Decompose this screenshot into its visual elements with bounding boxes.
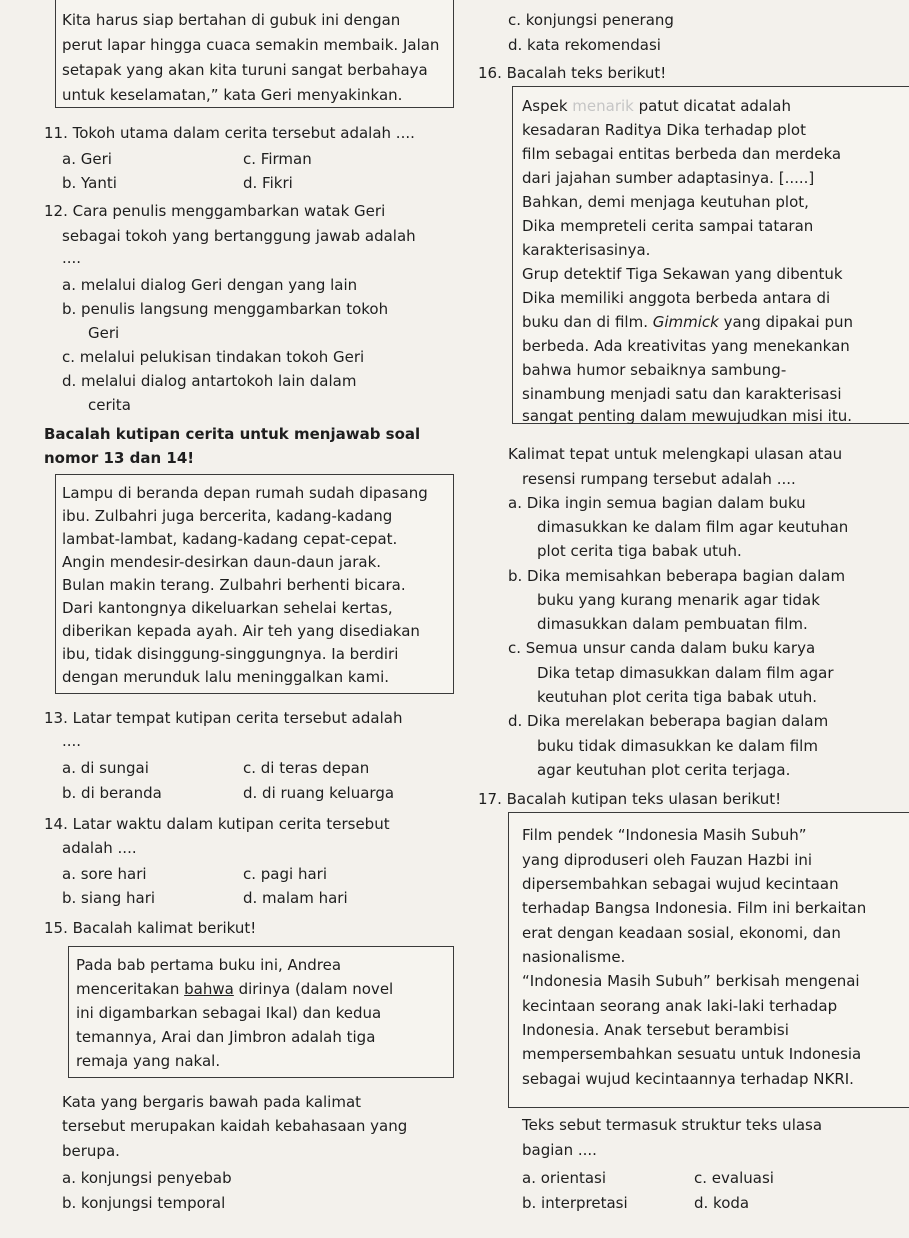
q17-review-line: yang diproduseri oleh Fauzan Hazbi ini (522, 851, 813, 869)
q15-sentence-line: Pada bab pertama buku ini, Andrea (76, 956, 342, 974)
q16-review-line: Grup detektif Tiga Sekawan yang dibentuk (522, 265, 843, 283)
q16-option-d[interactable]: d. Dika merelakan beberapa bagian dalam (508, 712, 829, 730)
instruction-heading: nomor 13 dan 14! (44, 449, 195, 467)
q12-option-d[interactable]: cerita (88, 396, 131, 414)
q17-review-line: kecintaan seorang anak laki-laki terhadap (522, 997, 838, 1015)
q13-stem: .... (62, 732, 82, 750)
q16-option-c[interactable]: c. Semua unsur canda dalam buku karya (508, 639, 816, 657)
q16-text: yang dipakai pun (718, 313, 853, 331)
q16-text: Aspek (522, 97, 568, 115)
story-line: dengan merunduk lalu meninggalkan kami. (62, 668, 390, 686)
q16-review-line: dari jajahan sumber adaptasinya. [.....] (522, 169, 815, 187)
q16-stem: 16. Bacalah teks berikut! (478, 64, 667, 82)
q16-option-a[interactable]: dimasukkan ke dalam film agar keutuhan (537, 518, 849, 536)
q17-review-line: nasionalisme. (522, 948, 626, 966)
q14-option-b[interactable]: b. siang hari (62, 889, 156, 907)
q17-review-line: sebagai wujud kecintaannya terhadap NKRI. (522, 1070, 854, 1088)
q17-option-d[interactable]: d. koda (694, 1194, 750, 1212)
q16-review-line (522, 96, 791, 116)
q17-review-line: “Indonesia Masih Subuh” berkisah mengenai (522, 972, 860, 990)
q16-text: menarik (567, 97, 634, 115)
q16-option-d[interactable]: agar keutuhan plot cerita terjaga. (537, 761, 791, 779)
q17-review-line: mempersembahkan sesuatu untuk Indonesia (522, 1045, 862, 1063)
q13-option-c[interactable]: c. di teras depan (243, 759, 370, 777)
q15-underlined-word: bahwa (184, 980, 234, 998)
q13-option-b[interactable]: b. di beranda (62, 784, 162, 802)
q15-option-b[interactable]: b. konjungsi temporal (62, 1194, 226, 1212)
q12-stem: 12. Cara penulis menggambarkan watak Geri (44, 202, 386, 220)
q15-sentence-line: remaja yang nakal. (76, 1052, 221, 1070)
q11-option-b[interactable]: b. Yanti (62, 174, 117, 192)
q17-option-c[interactable]: c. evaluasi (694, 1169, 774, 1187)
story-line: ibu, tidak disinggung-singgungnya. Ia berdiri (62, 645, 399, 663)
q12-option-c[interactable]: c. melalui pelukisan tindakan tokoh Geri (62, 348, 365, 366)
q12-option-b[interactable]: b. penulis langsung menggambarkan tokoh (62, 300, 389, 318)
q14-option-d[interactable]: d. malam hari (243, 889, 348, 907)
q17-option-b[interactable]: b. interpretasi (522, 1194, 628, 1212)
q14-option-c[interactable]: c. pagi hari (243, 865, 327, 883)
q16-review-line: karakterisasinya. (522, 241, 651, 259)
quote-line: setapak yang akan kita turuni sangat berbahaya (62, 61, 428, 79)
story-line: diberikan kepada ayah. Air teh yang disediakan (62, 622, 420, 640)
q16-option-b[interactable]: buku yang kurang menarik agar tidak (537, 591, 820, 609)
q16-option-c[interactable]: Dika tetap dimasukkan dalam film agar (537, 664, 834, 682)
q15-text: dirinya (dalam novel (233, 980, 394, 998)
q17-question: Teks sebut termasuk struktur teks ulasa (522, 1116, 823, 1134)
q16-review-line: Dika memiliki anggota berbeda antara di (522, 289, 831, 307)
q11-option-a[interactable]: a. Geri (62, 150, 112, 168)
quote-line: untuk keselamatan,” kata Geri menyakinkan. (62, 86, 403, 104)
q16-option-a[interactable]: a. Dika ingin semua bagian dalam buku (508, 494, 806, 512)
quote-line: perut lapar hingga cuaca semakin membaik. Jalan (62, 36, 440, 54)
q16-option-b[interactable]: dimasukkan dalam pembuatan film. (537, 615, 808, 633)
q14-option-a[interactable]: a. sore hari (62, 865, 147, 883)
q12-option-a[interactable]: a. melalui dialog Geri dengan yang lain (62, 276, 358, 294)
q15-question: Kata yang bergaris bawah pada kalimat (62, 1093, 362, 1111)
q17-option-a[interactable]: a. orientasi (522, 1169, 607, 1187)
q15-stem: 15. Bacalah kalimat berikut! (44, 919, 257, 937)
q17-review-line: terhadap Bangsa Indonesia. Film ini berkaitan (522, 899, 867, 917)
quote-line: Kita harus siap bertahan di gubuk ini dengan (62, 11, 401, 29)
q16-question: Kalimat tepat untuk melengkapi ulasan atau (508, 445, 843, 463)
story-line: Dari kantongnya dikeluarkan sehelai kertas, (62, 599, 393, 617)
q15-question: berupa. (62, 1142, 120, 1160)
q17-question: bagian .... (522, 1141, 597, 1159)
q16-review-line: film sebagai entitas berbeda dan merdeka (522, 145, 842, 163)
q15-option-a[interactable]: a. konjungsi penyebab (62, 1169, 232, 1187)
q13-stem: 13. Latar tempat kutipan cerita tersebut adalah (44, 709, 403, 727)
q17-review-line: Film pendek “Indonesia Masih Subuh” (522, 826, 807, 844)
q11-stem: 11. Tokoh utama dalam cerita tersebut adalah .... (44, 124, 415, 142)
q13-option-d[interactable]: d. di ruang keluarga (243, 784, 395, 802)
q16-option-d[interactable]: buku tidak dimasukkan ke dalam film (537, 737, 818, 755)
q12-stem: .... (62, 249, 82, 267)
q17-review-line: erat dengan keadaan sosial, ekonomi, dan (522, 924, 841, 942)
q16-review-line: kesadaran Raditya Dika terhadap plot (522, 121, 806, 139)
q15-option-d[interactable]: d. kata rekomendasi (508, 36, 661, 54)
q16-review-line: Dika mempreteli cerita sampai tataran (522, 217, 814, 235)
q16-review-line: Bahkan, demi menjaga keutuhan plot, (522, 193, 809, 211)
q14-stem: adalah .... (62, 839, 137, 857)
q16-option-a[interactable]: plot cerita tiga babak utuh. (537, 542, 742, 560)
q16-text: patut dicatat adalah (633, 97, 791, 115)
q15-text: menceritakan (76, 980, 185, 998)
q15-sentence-line (76, 979, 393, 999)
story-line: Angin mendesir-desirkan daun-daun jarak. (62, 553, 382, 571)
q16-review-line (522, 312, 853, 332)
story-line: Bulan makin terang. Zulbahri berhenti bicara. (62, 576, 406, 594)
q12-stem: sebagai tokoh yang bertanggung jawab adalah (62, 227, 416, 245)
q16-review-line: sangat penting dalam mewujudkan misi itu. (522, 407, 852, 425)
q16-review-line: bahwa humor sebaiknya sambung- (522, 361, 787, 379)
q15-option-c[interactable]: c. konjungsi penerang (508, 11, 674, 29)
q17-review-line: Indonesia. Anak tersebut berambisi (522, 1021, 789, 1039)
q14-stem: 14. Latar waktu dalam kutipan cerita tersebut (44, 815, 390, 833)
q12-option-d[interactable]: d. melalui dialog antartokoh lain dalam (62, 372, 357, 390)
q15-sentence-line: temannya, Arai dan Jimbron adalah tiga (76, 1028, 376, 1046)
q17-review-line: dipersembahkan sebagai wujud kecintaan (522, 875, 839, 893)
q11-option-c[interactable]: c. Firman (243, 150, 312, 168)
q16-option-c[interactable]: keutuhan plot cerita tiga babak utuh. (537, 688, 817, 706)
story-line: ibu. Zulbahri juga bercerita, kadang-kadang (62, 507, 393, 525)
q16-option-b[interactable]: b. Dika memisahkan beberapa bagian dalam (508, 567, 846, 585)
q12-option-b[interactable]: Geri (88, 324, 120, 342)
q16-italic-word: Gimmick (652, 313, 719, 331)
instruction-heading: Bacalah kutipan cerita untuk menjawab soal (44, 425, 421, 443)
q16-review-line: berbeda. Ada kreativitas yang menekankan (522, 337, 850, 355)
q17-stem: 17. Bacalah kutipan teks ulasan berikut! (478, 790, 782, 808)
q16-review-line: sinambung menjadi satu dan karakterisasi (522, 385, 842, 403)
q11-option-d[interactable]: d. Fikri (243, 174, 293, 192)
q13-option-a[interactable]: a. di sungai (62, 759, 149, 777)
q15-question: tersebut merupakan kaidah kebahasaan yang (62, 1117, 408, 1135)
story-line: Lampu di beranda depan rumah sudah dipasang (62, 484, 428, 502)
q16-question: resensi rumpang tersebut adalah .... (522, 470, 796, 488)
q16-text: buku dan di film. (522, 313, 653, 331)
q15-sentence-line: ini digambarkan sebagai Ikal) dan kedua (76, 1004, 382, 1022)
story-line: lambat-lambat, kadang-kadang cepat-cepat. (62, 530, 398, 548)
